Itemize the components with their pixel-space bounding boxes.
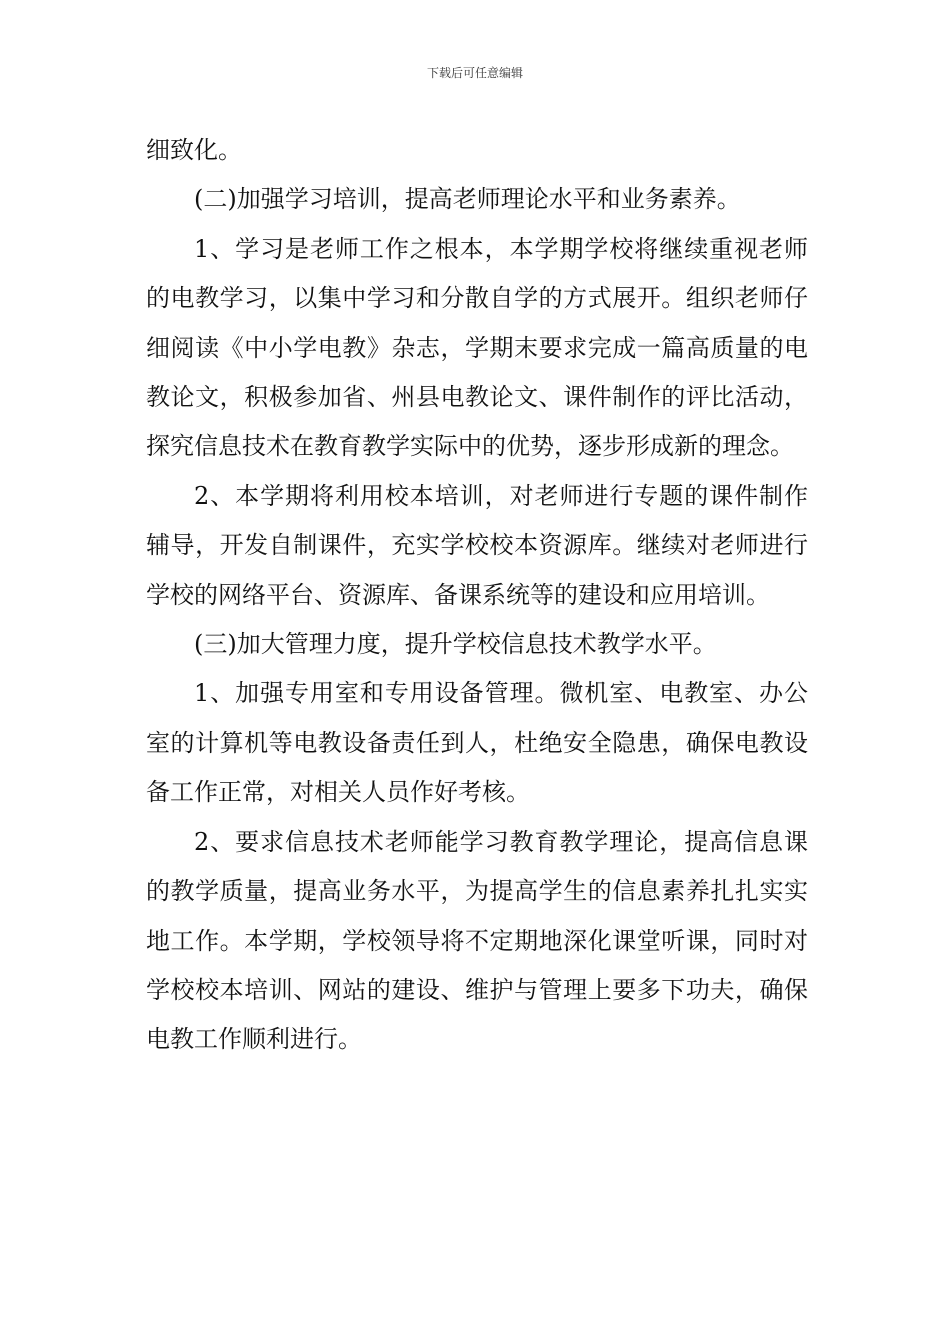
document-body <box>146 126 808 1065</box>
section-heading-3: (三)加大管理力度，提升学校信息技术教学水平。 <box>194 630 717 659</box>
paragraph-2-1: 1、学习是老师工作之根本，本学期学校将继续重视老师的电教学习，以集中学习和分散自学的方式展开。组织老师仔细阅读《中小学电教》杂志，学期末要求完成一篇高质量的电教论文，积极参加省、州县电教论文、课件制作的评比活动，探究信息技术在教育教学实际中的优势，逐步形成新的理念。 <box>146 234 808 461</box>
paragraph-2-2: 2、本学期将利用校本培训，对老师进行专题的课件制作辅导，开发自制课件，充实学校校本资源库。继续对老师进行学校的网络平台、资源库、备课系统等的建设和应用培训。 <box>146 481 808 609</box>
section-heading-2: (二)加强学习培训，提高老师理论水平和业务素养。 <box>194 185 741 214</box>
paragraph-3-1: 1、加强专用室和专用设备管理。微机室、电教室、办公室的计算机等电教设备责任到人，杜绝安全隐患，确保电教设备工作正常，对相关人员作好考核。 <box>146 679 808 807</box>
paragraph-continuation: 细致化。 <box>146 136 242 164</box>
paragraph-3-2: 2、要求信息技术老师能学习教育教学理论，提高信息课的教学质量，提高业务水平，为提高学生的信息素养扎扎实实地工作。本学期，学校领导将不定期地深化课堂听课，同时对学校校本培训、网站的建设、维护与管理上要多下功夫，确保电教工作顺利进行。 <box>146 827 808 1054</box>
page-header-note: 下载后可任意编辑 <box>426 66 523 80</box>
